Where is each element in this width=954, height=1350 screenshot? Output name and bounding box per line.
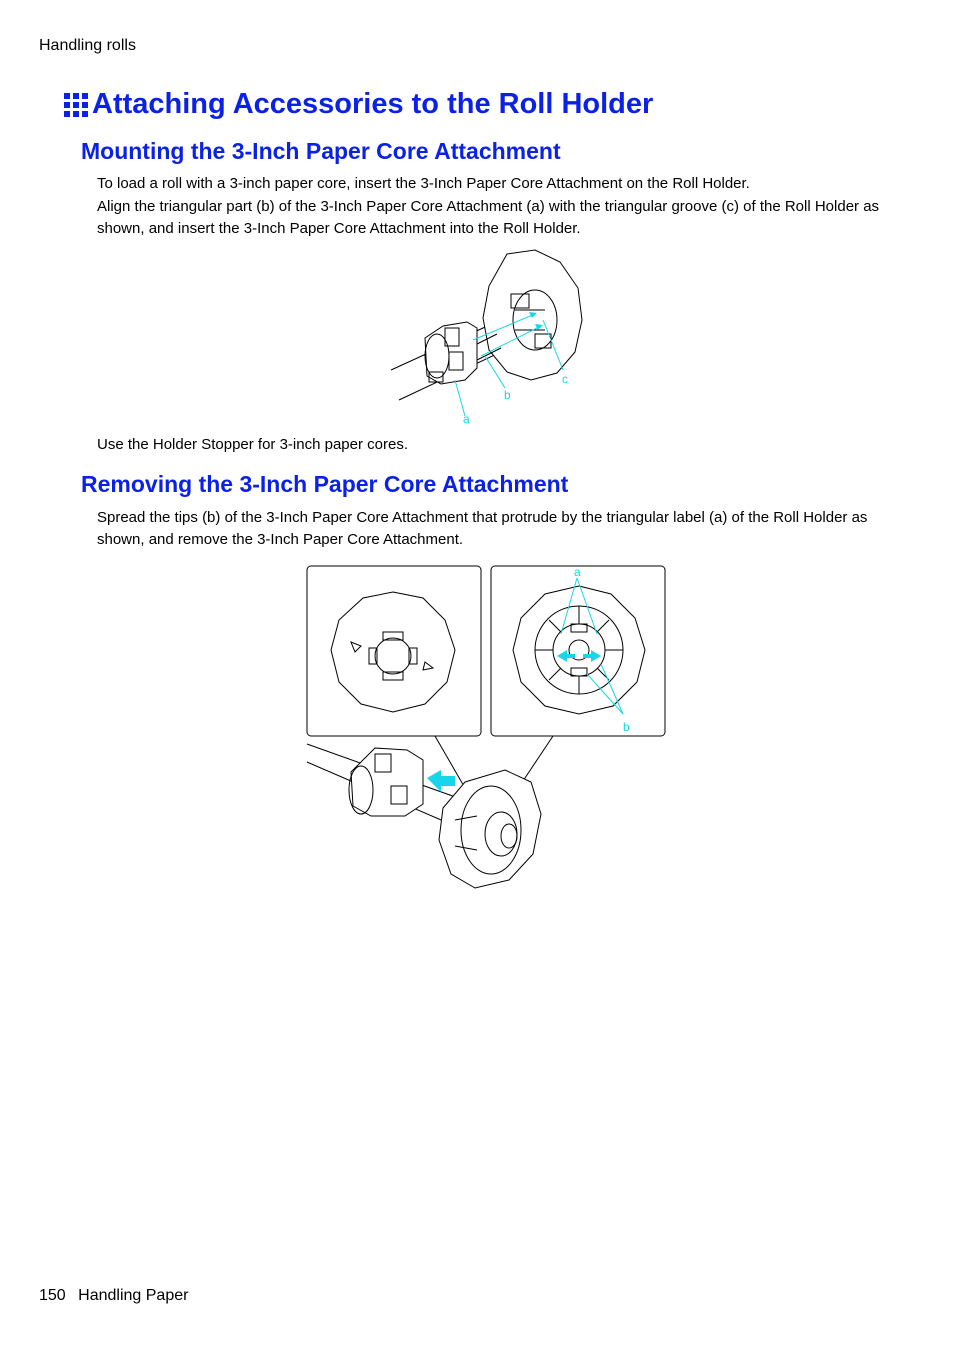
page-number: 150 <box>39 1287 66 1304</box>
label-c: c <box>562 372 568 386</box>
label-b: b <box>504 388 511 402</box>
section-title <box>64 88 653 121</box>
label-a-remove: a <box>574 565 581 579</box>
footer-section-name: Handling Paper <box>78 1287 189 1304</box>
removing-illustration <box>305 564 669 900</box>
removing-heading: Removing the 3-Inch Paper Core Attachment <box>81 471 569 497</box>
holder-stopper-note: Use the Holder Stopper for 3-inch paper cores. <box>97 436 408 453</box>
inset-left <box>307 566 481 736</box>
label-a: a <box>463 412 470 426</box>
running-header: Handling rolls <box>39 37 136 54</box>
mounting-heading: Mounting the 3-Inch Paper Core Attachment <box>81 138 561 164</box>
removing-paragraph: Spread the tips (b) of the 3-Inch Paper Core Attachment that protrude by the triangular label (a) of the Roll Holder as shown, and remove the 3-Inch Paper Core Attachment. <box>97 509 868 548</box>
mounting-illustration <box>385 248 595 428</box>
section-title-text: Attaching Accessories to the Roll Holder <box>92 88 654 120</box>
page-footer <box>39 1287 188 1305</box>
mounting-paragraph-1: To load a roll with a 3-inch paper core, insert the 3-Inch Paper Core Attachment on the Roll Holder. <box>97 175 750 192</box>
grid-icon <box>64 93 88 117</box>
mounting-paragraph-2: Align the triangular part (b) of the 3-Inch Paper Core Attachment (a) with the triangular groove (c) of the Roll Holder as shown, and insert the 3-Inch Paper Core Attachment into the Roll Holder. <box>97 198 880 237</box>
label-b-remove: b <box>623 720 630 734</box>
inset-right <box>491 566 665 736</box>
